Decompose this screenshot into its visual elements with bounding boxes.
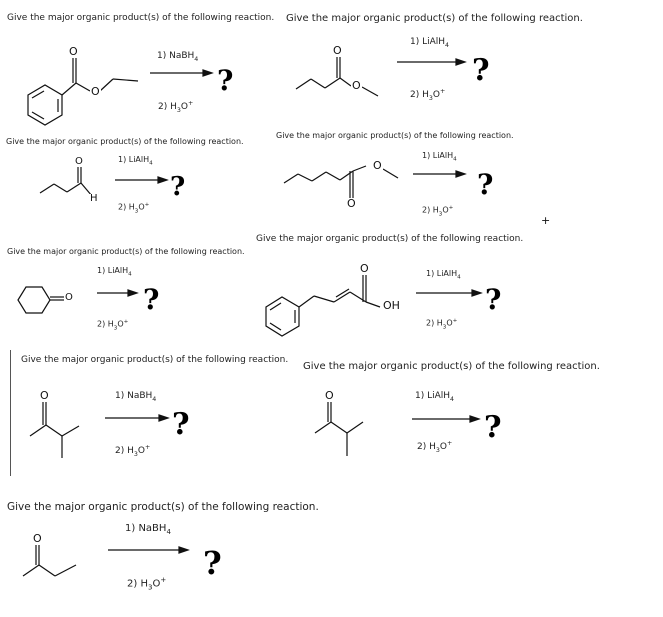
product-question-mark: ?	[217, 64, 234, 97]
atom-oxygen: O	[347, 197, 356, 210]
reagent-step-1: 1) LiAlH$_4$	[426, 269, 461, 281]
reagent-step-1: 1) LiAlH$_4$	[118, 155, 153, 167]
atom-oxygen: O	[91, 85, 100, 98]
reaction-prompt: Give the major organic product(s) of the following reaction.	[6, 137, 244, 146]
reaction-prompt: Give the major organic product(s) of the following reaction.	[7, 247, 245, 256]
reagent-step-1: 1) NaBH$_4$	[115, 391, 157, 403]
product-question-mark: ?	[170, 172, 186, 202]
reagent-step-2: 2) $H_3O^+$	[127, 576, 167, 592]
reagent-step-2: 2) $H_3O^+$	[158, 100, 194, 114]
reaction-prompt: Give the major organic product(s) of the following reaction.	[286, 13, 583, 24]
atom-oxygen: O	[69, 45, 78, 58]
reagent-step-2: 2) $H_3O^+$	[97, 319, 129, 332]
reaction-prompt: Give the major organic product(s) of the following reaction.	[276, 131, 514, 140]
reagent-step-2: 2) $H_3O^+$	[426, 318, 458, 331]
reaction-prompt: Give the major organic product(s) of the following reaction.	[256, 234, 524, 244]
atom-oxygen: O	[75, 156, 83, 167]
reagent-step-2: 2) $H_3O^+$	[410, 88, 446, 102]
reaction-prompt: Give the major organic product(s) of the following reaction.	[21, 355, 289, 365]
reaction-prompt: Give the major organic product(s) of the following reaction.	[7, 501, 319, 513]
atom-oxygen: O	[33, 532, 42, 545]
reagent-step-1: 1) LiAlH$_4$	[97, 266, 132, 278]
product-question-mark: ?	[172, 407, 190, 442]
plus-sign: +	[541, 214, 551, 227]
atom-oxygen: O	[333, 44, 342, 57]
product-question-mark: ?	[484, 410, 502, 445]
atom-hydrogen: H	[90, 193, 98, 204]
atom-oxygen: O	[373, 159, 382, 172]
reagent-step-1: 1) LiAlH$_4$	[415, 391, 455, 403]
reaction-prompt: Give the major organic product(s) of the following reaction.	[7, 13, 275, 23]
reagent-step-1: 1) NaBH$_4$	[157, 51, 199, 63]
atom-oxygen: O	[360, 262, 369, 275]
reagent-step-2: 2) $H_3O^+$	[118, 202, 150, 215]
reagent-step-1: 1) NaBH$_4$	[125, 523, 171, 536]
product-question-mark: ?	[472, 53, 490, 88]
product-question-mark: ?	[203, 544, 222, 582]
product-question-mark: ?	[485, 283, 502, 316]
reagent-step-2: 2) $H_3O^+$	[422, 205, 454, 218]
atom-oxygen: O	[352, 79, 361, 92]
reagent-step-1: 1) LiAlH$_4$	[422, 151, 457, 163]
reagent-step-2: 2) $H_3O^+$	[115, 444, 151, 458]
reagent-step-2: 2) $H_3O^+$	[417, 440, 453, 454]
reagent-step-1: 1) LiAlH$_4$	[410, 37, 450, 49]
product-question-mark: ?	[477, 168, 494, 201]
product-question-mark: ?	[143, 283, 160, 316]
atom-oxygen: O	[325, 389, 334, 402]
atom-oxygen: O	[40, 389, 49, 402]
reaction-prompt: Give the major organic product(s) of the following reaction.	[303, 361, 600, 372]
atom-hydroxyl: OH	[383, 299, 400, 312]
atom-oxygen: O	[65, 292, 73, 303]
